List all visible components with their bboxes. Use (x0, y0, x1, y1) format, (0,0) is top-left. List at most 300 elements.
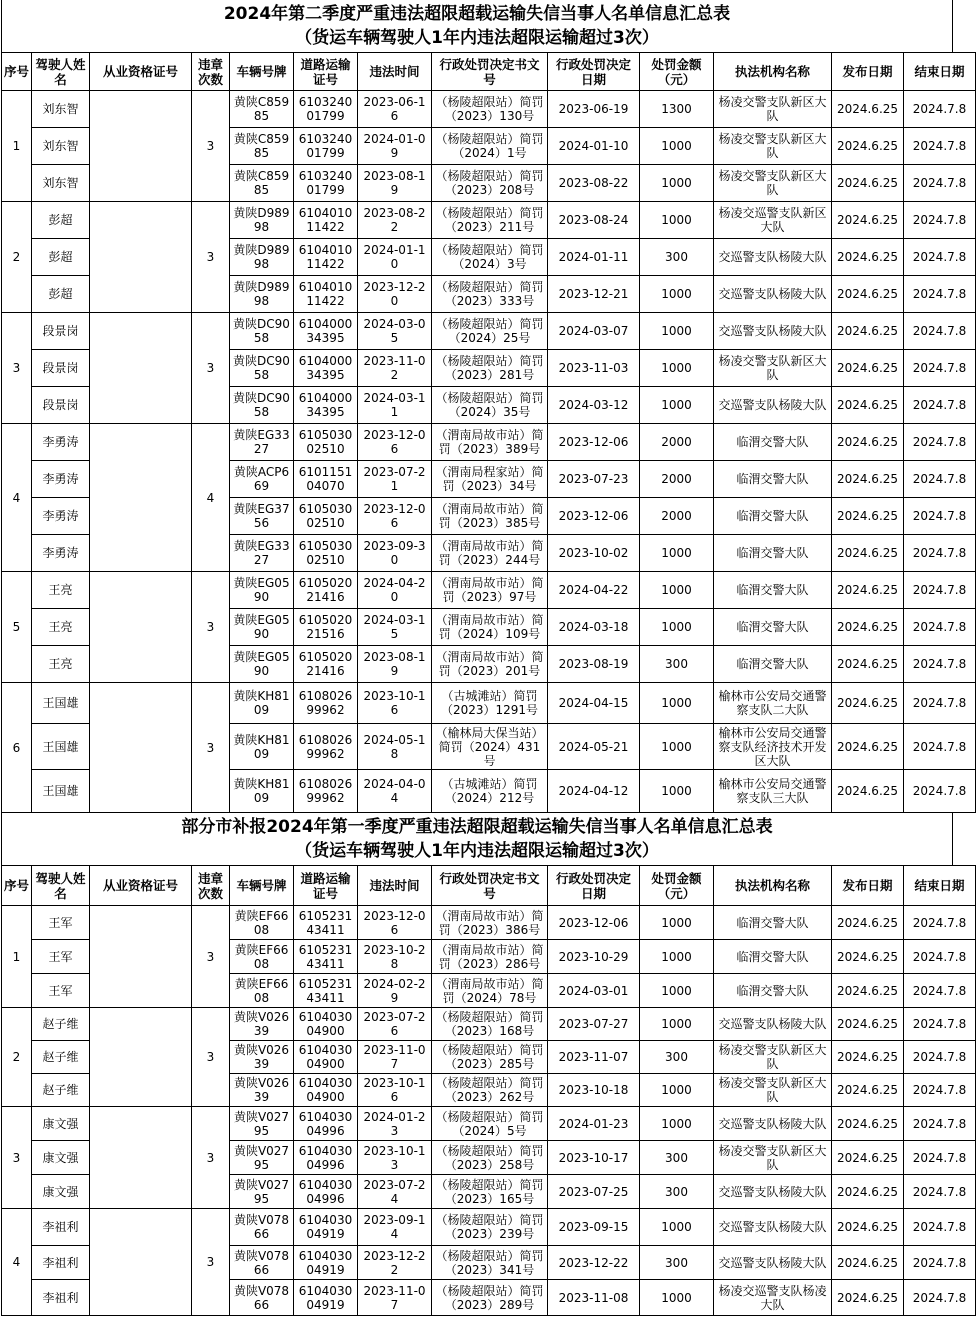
end-date-cell: 2024.7.8 (904, 1209, 976, 1246)
decision-date-cell: 2023-06-19 (548, 91, 640, 128)
header-row (2, 53, 976, 91)
agency-cell: 杨凌交警支队新区大队 (714, 1141, 832, 1175)
driver-name-cell: 赵子维 (32, 1041, 90, 1074)
plate-cell: 黄陕EG3327 (230, 535, 294, 572)
publish-date-cell: 2024.6.25 (832, 1074, 904, 1107)
violation-count-cell: 4 (192, 424, 230, 572)
agency-cell: 杨凌交警支队新区大队 (714, 1041, 832, 1074)
transport-cert-cell: 610503002510 (294, 535, 358, 572)
qualification-cert-cell (90, 906, 192, 1008)
plate-cell: 黄陕V02795 (230, 1107, 294, 1141)
table-subtitle: （货运车辆驾驶人1年内违法超限运输超过3次） (295, 841, 659, 861)
penalty-doc-cell: （渭南局故市站）简罚（2023）385号 (432, 498, 548, 535)
agency-cell: 交巡警支队杨陵大队 (714, 1175, 832, 1209)
agency-cell: 临渭交警大队 (714, 609, 832, 646)
violation-time-cell: 2023-12-06 (358, 424, 432, 461)
driver-name-cell: 李祖利 (32, 1280, 90, 1316)
amount-cell: 1000 (640, 683, 714, 724)
penalty-doc-cell: （渭南局程家站）简罚（2023）34号 (432, 461, 548, 498)
violation-time-cell: 2024-01-23 (358, 1107, 432, 1141)
violation-time-cell: 2024-04-20 (358, 572, 432, 609)
seq-cell: 6 (2, 683, 32, 813)
qualification-cert-cell (90, 683, 192, 813)
decision-date-cell: 2023-12-22 (548, 1246, 640, 1280)
end-date-cell: 2024.7.8 (904, 974, 976, 1008)
end-date-cell: 2024.7.8 (904, 1175, 976, 1209)
violation-time-cell: 2023-06-16 (358, 91, 432, 128)
transport-cert-cell: 610502021416 (294, 646, 358, 683)
violation-count-cell: 3 (192, 91, 230, 202)
agency-cell: 榆林市公安局交通警察支队经济技术开发区大队 (714, 724, 832, 770)
plate-cell: 黄陕KH8109 (230, 724, 294, 770)
column-header: 行政处罚决定日期 (548, 53, 640, 91)
column-header: 驾驶人姓名 (32, 53, 90, 91)
publish-date-cell: 2024.6.25 (832, 498, 904, 535)
decision-date-cell: 2024-03-18 (548, 609, 640, 646)
violation-time-cell: 2023-10-13 (358, 1141, 432, 1175)
violation-time-cell: 2023-10-28 (358, 940, 432, 974)
publish-date-cell: 2024.6.25 (832, 1008, 904, 1041)
amount-cell: 1000 (640, 535, 714, 572)
decision-date-cell: 2023-12-21 (548, 276, 640, 313)
driver-name-cell: 王国雄 (32, 770, 90, 813)
decision-date-cell: 2023-10-17 (548, 1141, 640, 1175)
penalty-doc-cell: （杨陵超限站）简罚（2023）341号 (432, 1246, 548, 1280)
column-header: 从业资格证号 (90, 53, 192, 91)
decision-date-cell: 2023-10-02 (548, 535, 640, 572)
penalty-doc-cell: （杨陵超限站）简罚（2024）5号 (432, 1107, 548, 1141)
publish-date-cell: 2024.6.25 (832, 461, 904, 498)
end-date-cell: 2024.7.8 (904, 1107, 976, 1141)
publish-date-cell: 2024.6.25 (832, 940, 904, 974)
amount-cell: 300 (640, 239, 714, 276)
seq-cell: 2 (2, 1008, 32, 1107)
plate-cell: 黄陕V02795 (230, 1141, 294, 1175)
transport-cert-cell: 610401011422 (294, 276, 358, 313)
plate-cell: 黄陕EG0590 (230, 609, 294, 646)
table-title: 部分市补报2024年第一季度严重违法超限超载运输失信当事人名单信息汇总表 (181, 817, 773, 837)
transport-cert-cell: 610802699962 (294, 770, 358, 813)
driver-name-cell: 李勇涛 (32, 461, 90, 498)
agency-cell: 临渭交警大队 (714, 535, 832, 572)
violation-time-cell: 2024-01-09 (358, 128, 432, 165)
column-header: 驾驶人姓名 (32, 866, 90, 906)
publish-date-cell: 2024.6.25 (832, 239, 904, 276)
seq-cell: 3 (2, 1107, 32, 1209)
driver-name-cell: 赵子维 (32, 1008, 90, 1041)
penalty-doc-cell: （杨陵超限站）简罚（2024）1号 (432, 128, 548, 165)
plate-cell: 黄陕C85985 (230, 128, 294, 165)
decision-date-cell: 2023-12-06 (548, 424, 640, 461)
penalty-doc-cell: （渭南局故市站）简罚（2024）109号 (432, 609, 548, 646)
violation-time-cell: 2024-03-11 (358, 387, 432, 424)
violation-time-cell: 2023-11-07 (358, 1041, 432, 1074)
agency-cell: 临渭交警大队 (714, 646, 832, 683)
amount-cell: 1000 (640, 1280, 714, 1316)
driver-name-cell: 刘东智 (32, 91, 90, 128)
driver-name-cell: 王国雄 (32, 724, 90, 770)
transport-cert-cell: 610502021416 (294, 572, 358, 609)
plate-cell: 黄陕V07866 (230, 1209, 294, 1246)
agency-cell: 临渭交警大队 (714, 940, 832, 974)
publish-date-cell: 2024.6.25 (832, 609, 904, 646)
header-row (2, 866, 976, 906)
penalty-doc-cell: （榆林局大保当站）简罚（2024）431号 (432, 724, 548, 770)
decision-date-cell: 2023-11-08 (548, 1280, 640, 1316)
transport-cert-cell: 610403004919 (294, 1246, 358, 1280)
agency-cell: 杨凌交警支队新区大队 (714, 350, 832, 387)
plate-cell: 黄陕D98998 (230, 239, 294, 276)
decision-date-cell: 2023-11-03 (548, 350, 640, 387)
amount-cell: 1000 (640, 387, 714, 424)
amount-cell: 1000 (640, 165, 714, 202)
plate-cell: 黄陕V02639 (230, 1074, 294, 1107)
decision-date-cell: 2024-04-22 (548, 572, 640, 609)
driver-name-cell: 康文强 (32, 1175, 90, 1209)
publish-date-cell: 2024.6.25 (832, 165, 904, 202)
publish-date-cell: 2024.6.25 (832, 128, 904, 165)
agency-cell: 临渭交警大队 (714, 906, 832, 940)
violation-time-cell: 2023-08-22 (358, 202, 432, 239)
violation-time-cell: 2023-08-19 (358, 165, 432, 202)
decision-date-cell: 2023-07-23 (548, 461, 640, 498)
decision-date-cell: 2023-08-19 (548, 646, 640, 683)
publish-date-cell: 2024.6.25 (832, 1041, 904, 1074)
qualification-cert-cell (90, 1107, 192, 1209)
table-row (2, 572, 976, 609)
publish-date-cell: 2024.6.25 (832, 770, 904, 813)
violation-time-cell: 2024-03-15 (358, 609, 432, 646)
amount-cell: 1300 (640, 91, 714, 128)
agency-cell: 交巡警支队杨陵大队 (714, 276, 832, 313)
seq-cell: 4 (2, 424, 32, 572)
publish-date-cell: 2024.6.25 (832, 91, 904, 128)
column-header: 道路运输证号 (294, 53, 358, 91)
transport-cert-cell: 610403004900 (294, 1074, 358, 1107)
end-date-cell: 2024.7.8 (904, 202, 976, 239)
end-date-cell: 2024.7.8 (904, 1074, 976, 1107)
decision-date-cell: 2023-08-22 (548, 165, 640, 202)
violation-count-cell: 3 (192, 906, 230, 1008)
amount-cell: 1000 (640, 1107, 714, 1141)
column-header: 行政处罚决定日期 (548, 866, 640, 906)
agency-cell: 临渭交警大队 (714, 572, 832, 609)
amount-cell: 1000 (640, 770, 714, 813)
qualification-cert-cell (90, 202, 192, 313)
transport-cert-cell: 610802699962 (294, 683, 358, 724)
end-date-cell: 2024.7.8 (904, 940, 976, 974)
plate-cell: 黄陕DC9058 (230, 350, 294, 387)
column-header: 违法时间 (358, 53, 432, 91)
end-date-cell: 2024.7.8 (904, 350, 976, 387)
transport-cert-cell: 610324001799 (294, 165, 358, 202)
amount-cell: 1000 (640, 974, 714, 1008)
transport-cert-cell: 610523143411 (294, 974, 358, 1008)
driver-name-cell: 李祖利 (32, 1246, 90, 1280)
agency-cell: 榆林市公安局交通警察支队三大队 (714, 770, 832, 813)
penalty-doc-cell: （古城滩站）简罚（2023）1291号 (432, 683, 548, 724)
violation-count-cell: 3 (192, 313, 230, 424)
violation-time-cell: 2023-07-21 (358, 461, 432, 498)
publish-date-cell: 2024.6.25 (832, 313, 904, 350)
agency-cell: 杨凌交警支队新区大队 (714, 91, 832, 128)
plate-cell: 黄陕V02639 (230, 1008, 294, 1041)
end-date-cell: 2024.7.8 (904, 770, 976, 813)
end-date-cell: 2024.7.8 (904, 1141, 976, 1175)
seq-cell: 3 (2, 313, 32, 424)
violation-time-cell: 2023-09-30 (358, 535, 432, 572)
amount-cell: 1000 (640, 1209, 714, 1246)
violation-time-cell: 2024-01-10 (358, 239, 432, 276)
violation-table (1, 865, 976, 1316)
end-date-cell: 2024.7.8 (904, 609, 976, 646)
driver-name-cell: 康文强 (32, 1107, 90, 1141)
driver-name-cell: 赵子维 (32, 1074, 90, 1107)
penalty-doc-cell: （杨陵超限站）简罚（2024）25号 (432, 313, 548, 350)
agency-cell: 交巡警支队杨陵大队 (714, 1008, 832, 1041)
agency-cell: 杨凌交巡警支队杨凌大队 (714, 1280, 832, 1316)
penalty-doc-cell: （渭南局故市站）简罚（2023）386号 (432, 906, 548, 940)
end-date-cell: 2024.7.8 (904, 906, 976, 940)
plate-cell: 黄陕EF6608 (230, 940, 294, 974)
end-date-cell: 2024.7.8 (904, 535, 976, 572)
transport-cert-cell: 610324001799 (294, 128, 358, 165)
column-header: 道路运输证号 (294, 866, 358, 906)
table-row (2, 202, 976, 239)
column-header: 行政处罚决定书文号 (432, 53, 548, 91)
table-title: 2024年第二季度严重违法超限超载运输失信当事人名单信息汇总表 (223, 4, 731, 24)
publish-date-cell: 2024.6.25 (832, 646, 904, 683)
violation-time-cell: 2023-11-02 (358, 350, 432, 387)
transport-cert-cell: 610503002510 (294, 498, 358, 535)
table-row (2, 1107, 976, 1141)
plate-cell: 黄陕V02795 (230, 1175, 294, 1209)
publish-date-cell: 2024.6.25 (832, 1209, 904, 1246)
publish-date-cell: 2024.6.25 (832, 424, 904, 461)
penalty-doc-cell: （渭南局故市站）简罚（2023）286号 (432, 940, 548, 974)
publish-date-cell: 2024.6.25 (832, 724, 904, 770)
plate-cell: 黄陕DC9058 (230, 387, 294, 424)
driver-name-cell: 刘东智 (32, 128, 90, 165)
column-header: 从业资格证号 (90, 866, 192, 906)
transport-cert-cell: 610403004996 (294, 1107, 358, 1141)
decision-date-cell: 2024-04-15 (548, 683, 640, 724)
penalty-doc-cell: （杨陵超限站）简罚（2023）285号 (432, 1041, 548, 1074)
column-header: 处罚金额（元） (640, 866, 714, 906)
agency-cell: 杨凌交警支队新区大队 (714, 165, 832, 202)
qualification-cert-cell (90, 313, 192, 424)
column-header: 行政处罚决定书文号 (432, 866, 548, 906)
amount-cell: 1000 (640, 1008, 714, 1041)
publish-date-cell: 2024.6.25 (832, 535, 904, 572)
decision-date-cell: 2023-12-06 (548, 906, 640, 940)
transport-cert-cell: 610400034395 (294, 350, 358, 387)
driver-name-cell: 康文强 (32, 1141, 90, 1175)
driver-name-cell: 王国雄 (32, 683, 90, 724)
plate-cell: 黄陕EF6608 (230, 906, 294, 940)
plate-cell: 黄陕D98998 (230, 276, 294, 313)
end-date-cell: 2024.7.8 (904, 646, 976, 683)
plate-cell: 黄陕EG0590 (230, 572, 294, 609)
end-date-cell: 2024.7.8 (904, 313, 976, 350)
agency-cell: 临渭交警大队 (714, 974, 832, 1008)
table-subtitle: （货运车辆驾驶人1年内违法超限运输超过3次） (295, 28, 659, 48)
driver-name-cell: 李勇涛 (32, 498, 90, 535)
penalty-doc-cell: （渭南局故市站）简罚（2023）201号 (432, 646, 548, 683)
decision-date-cell: 2024-03-12 (548, 387, 640, 424)
plate-cell: 黄陕V07866 (230, 1280, 294, 1316)
transport-cert-cell: 610403004919 (294, 1280, 358, 1316)
amount-cell: 1000 (640, 1074, 714, 1107)
end-date-cell: 2024.7.8 (904, 724, 976, 770)
end-date-cell: 2024.7.8 (904, 1008, 976, 1041)
plate-cell: 黄陕EG0590 (230, 646, 294, 683)
plate-cell: 黄陕V02639 (230, 1041, 294, 1074)
amount-cell: 1000 (640, 313, 714, 350)
penalty-doc-cell: （杨陵超限站）简罚（2023）130号 (432, 91, 548, 128)
table-title-block (1, 813, 953, 865)
publish-date-cell: 2024.6.25 (832, 1280, 904, 1316)
transport-cert-cell: 610523143411 (294, 940, 358, 974)
driver-name-cell: 刘东智 (32, 165, 90, 202)
amount-cell: 1000 (640, 609, 714, 646)
end-date-cell: 2024.7.8 (904, 128, 976, 165)
penalty-doc-cell: （杨陵超限站）简罚（2024）35号 (432, 387, 548, 424)
driver-name-cell: 王军 (32, 940, 90, 974)
agency-cell: 交巡警支队杨陵大队 (714, 1107, 832, 1141)
violation-time-cell: 2023-10-16 (358, 683, 432, 724)
decision-date-cell: 2023-08-24 (548, 202, 640, 239)
seq-cell: 1 (2, 906, 32, 1008)
driver-name-cell: 段景岗 (32, 313, 90, 350)
agency-cell: 交巡警支队杨陵大队 (714, 1209, 832, 1246)
table-row (2, 313, 976, 350)
transport-cert-cell: 610403004900 (294, 1008, 358, 1041)
table-title-block (1, 0, 953, 52)
driver-name-cell: 王军 (32, 906, 90, 940)
penalty-doc-cell: （杨陵超限站）简罚（2023）258号 (432, 1141, 548, 1175)
driver-name-cell: 王亮 (32, 646, 90, 683)
transport-cert-cell: 610403004900 (294, 1041, 358, 1074)
violation-count-cell: 3 (192, 1209, 230, 1316)
publish-date-cell: 2024.6.25 (832, 1175, 904, 1209)
end-date-cell: 2024.7.8 (904, 572, 976, 609)
agency-cell: 交巡警支队杨陵大队 (714, 313, 832, 350)
amount-cell: 1000 (640, 572, 714, 609)
decision-date-cell: 2023-11-07 (548, 1041, 640, 1074)
plate-cell: 黄陕KH8109 (230, 770, 294, 813)
penalty-doc-cell: （杨陵超限站）简罚（2024）3号 (432, 239, 548, 276)
agency-cell: 杨凌交警支队新区大队 (714, 128, 832, 165)
column-header: 违章次数 (192, 866, 230, 906)
transport-cert-cell: 610503002510 (294, 424, 358, 461)
seq-cell: 5 (2, 572, 32, 683)
penalty-doc-cell: （杨陵超限站）简罚（2023）239号 (432, 1209, 548, 1246)
decision-date-cell: 2023-07-27 (548, 1008, 640, 1041)
violation-count-cell: 3 (192, 683, 230, 813)
amount-cell: 1000 (640, 350, 714, 387)
violation-time-cell: 2023-08-19 (358, 646, 432, 683)
amount-cell: 2000 (640, 424, 714, 461)
penalty-doc-cell: （杨陵超限站）简罚（2023）208号 (432, 165, 548, 202)
plate-cell: 黄陕C85985 (230, 165, 294, 202)
qualification-cert-cell (90, 1209, 192, 1316)
amount-cell: 300 (640, 1246, 714, 1280)
driver-name-cell: 段景岗 (32, 387, 90, 424)
end-date-cell: 2024.7.8 (904, 683, 976, 724)
decision-date-cell: 2024-03-01 (548, 974, 640, 1008)
transport-cert-cell: 610400034395 (294, 313, 358, 350)
agency-cell: 临渭交警大队 (714, 461, 832, 498)
violation-time-cell: 2023-12-20 (358, 276, 432, 313)
end-date-cell: 2024.7.8 (904, 461, 976, 498)
driver-name-cell: 李祖利 (32, 1209, 90, 1246)
end-date-cell: 2024.7.8 (904, 387, 976, 424)
transport-cert-cell: 610403004919 (294, 1209, 358, 1246)
plate-cell: 黄陕KH8109 (230, 683, 294, 724)
penalty-doc-cell: （古城滩站）简罚（2024）212号 (432, 770, 548, 813)
penalty-doc-cell: （杨陵超限站）简罚（2023）333号 (432, 276, 548, 313)
end-date-cell: 2024.7.8 (904, 424, 976, 461)
end-date-cell: 2024.7.8 (904, 239, 976, 276)
amount-cell: 1000 (640, 276, 714, 313)
agency-cell: 临渭交警大队 (714, 424, 832, 461)
amount-cell: 1000 (640, 724, 714, 770)
column-header: 发布日期 (832, 53, 904, 91)
transport-cert-cell: 610401011422 (294, 202, 358, 239)
plate-cell: 黄陕EG3756 (230, 498, 294, 535)
transport-cert-cell: 610400034395 (294, 387, 358, 424)
driver-name-cell: 彭超 (32, 276, 90, 313)
table-row (2, 683, 976, 724)
amount-cell: 1000 (640, 906, 714, 940)
penalty-doc-cell: （杨陵超限站）简罚（2023）168号 (432, 1008, 548, 1041)
violation-count-cell: 3 (192, 1107, 230, 1209)
table-row (2, 91, 976, 128)
plate-cell: 黄陕ACP669 (230, 461, 294, 498)
publish-date-cell: 2024.6.25 (832, 974, 904, 1008)
violation-count-cell: 3 (192, 572, 230, 683)
penalty-doc-cell: （渭南局故市站）简罚（2024）78号 (432, 974, 548, 1008)
violation-time-cell: 2023-12-22 (358, 1246, 432, 1280)
decision-date-cell: 2024-01-23 (548, 1107, 640, 1141)
violation-time-cell: 2023-07-24 (358, 1175, 432, 1209)
amount-cell: 2000 (640, 498, 714, 535)
agency-cell: 临渭交警大队 (714, 498, 832, 535)
driver-name-cell: 彭超 (32, 239, 90, 276)
column-header: 处罚金额（元） (640, 53, 714, 91)
column-header: 发布日期 (832, 866, 904, 906)
violation-time-cell: 2023-12-06 (358, 906, 432, 940)
agency-cell: 交巡警支队杨陵大队 (714, 1246, 832, 1280)
seq-cell: 4 (2, 1209, 32, 1316)
column-header: 执法机构名称 (714, 53, 832, 91)
decision-date-cell: 2024-04-12 (548, 770, 640, 813)
violation-time-cell: 2024-02-29 (358, 974, 432, 1008)
column-header: 违法时间 (358, 866, 432, 906)
decision-date-cell: 2023-09-15 (548, 1209, 640, 1246)
amount-cell: 1000 (640, 128, 714, 165)
end-date-cell: 2024.7.8 (904, 498, 976, 535)
amount-cell: 1000 (640, 202, 714, 239)
publish-date-cell: 2024.6.25 (832, 572, 904, 609)
agency-cell: 交巡警支队杨陵大队 (714, 239, 832, 276)
column-header: 违章次数 (192, 53, 230, 91)
table-row (2, 906, 976, 940)
amount-cell: 300 (640, 1041, 714, 1074)
publish-date-cell: 2024.6.25 (832, 276, 904, 313)
column-header: 结束日期 (904, 866, 976, 906)
